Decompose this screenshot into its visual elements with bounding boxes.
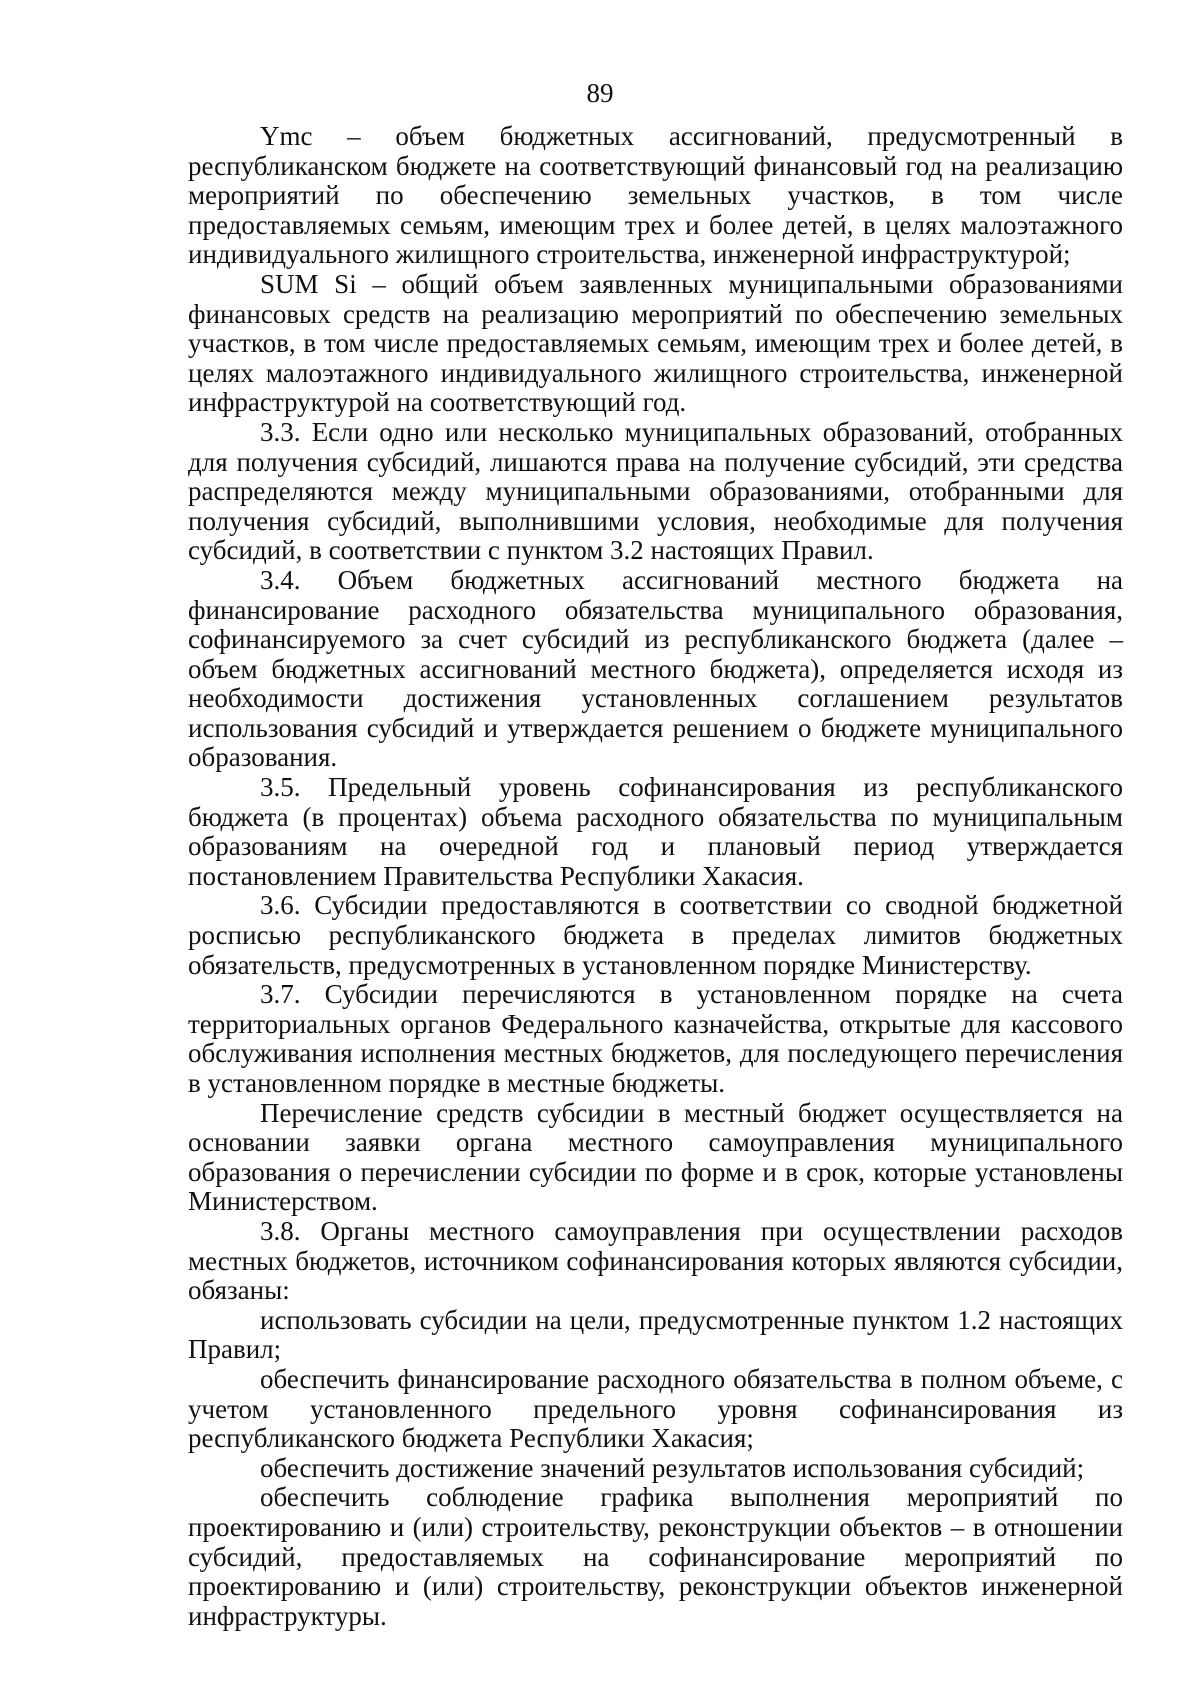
page-number: 89 (586, 78, 614, 108)
paragraph-3-8: 3.8. Органы местного самоуправления при осуществлении расходов местных бюджетов, источником софинансирования которых являются субсидии, обязаны: (188, 1215, 1123, 1306)
obligation-schedule-compliance: обеспечить соблюдение графика выполнения мероприятий по проектированию и (или) строительству, реконструкции объектов – в отношении субсидий, предоставляемых на софинансирование мероприятий по проектированию и (или) строительству, реконструкции объектов инженерной инфраструктуры. (188, 1482, 1123, 1631)
obligation-achieve-results: обеспечить достижение значений результатов использования субсидий; (260, 1452, 1085, 1483)
paragraph-ymc-definition: Ymc – объем бюджетных ассигнований, предусмотренный в республиканском бюджете на соответствующий финансовый год на реализацию мероприятий по обеспечению земельных участков, в том числе предоставляемых семьям, имеющим трех и более детей, в целях малоэтажного индивидуального жилищного строительства, инженерной инфраструктурой; (188, 121, 1123, 270)
paragraph-sum-si-definition: SUM Si – общий объем заявленных муниципальными образованиями финансовых средств на реализацию мероприятий по обеспечению земельных участков, в том числе предоставляемых семьям, имеющим трех и более детей, в целях малоэтажного индивидуального жилищного строительства, инженерной инфраструктурой на соответствующий год. (188, 268, 1123, 418)
paragraph-3-4: 3.4. Объем бюджетных ассигнований местного бюджета на финансирование расходного обязательства муниципального образования, софинансируемого за счет субсидий из республиканского бюджета (далее – объем бюджетных ассигнований местного бюджета), определяется исходя из необходимости достижения установленных соглашением результатов использования субсидий и утверждается решением о бюджете муниципального образования. (188, 564, 1123, 773)
paragraph-transfer-request: Перечисление средств субсидии в местный бюджет осуществляется на основании заявки органа местного самоуправления муниципального образования о перечислении субсидии по форме и в срок, которые установлены Министерством. (188, 1097, 1123, 1217)
paragraph-3-3: 3.3. Если одно или несколько муниципальных образований, отобранных для получения субсидий, лишаются права на получение субсидий, эти средства распределяются между муниципальными образованиями, отобранными для получения субсидий, выполнившими условия, необходимые для получения субсидий, в соответствии с пунктом 3.2 настоящих Правил. (188, 416, 1123, 566)
paragraph-3-5: 3.5. Предельный уровень софинансирования из республиканского бюджета (в процентах) объема расходного обязательства по муниципальным образованиям на очередной год и плановый период утверждается постановлением Правительства Республики Хакасия. (188, 772, 1123, 891)
obligation-use-subsidies: использовать субсидии на цели, предусмотренные пунктом 1.2 настоящих Правил; (188, 1304, 1123, 1365)
paragraph-3-7: 3.7. Субсидии перечисляются в установленном порядке на счета территориальных органов Федерального казначейства, открытые для кассового обслуживания исполнения местных бюджетов, для последующего перечисления в установленном порядке в местные бюджеты. (188, 979, 1123, 1098)
obligation-full-financing: обеспечить финансирование расходного обязательства в полном объеме, с учетом установленного предельного уровня софинансирования из республиканского бюджета Республики Хакасия; (188, 1363, 1123, 1454)
document-body (188, 122, 1123, 1631)
paragraph-3-6: 3.6. Субсидии предоставляются в соответствии со сводной бюджетной росписью республиканского бюджета в пределах лимитов бюджетных обязательств, предусмотренных в установленном порядке Министерству. (188, 890, 1123, 980)
